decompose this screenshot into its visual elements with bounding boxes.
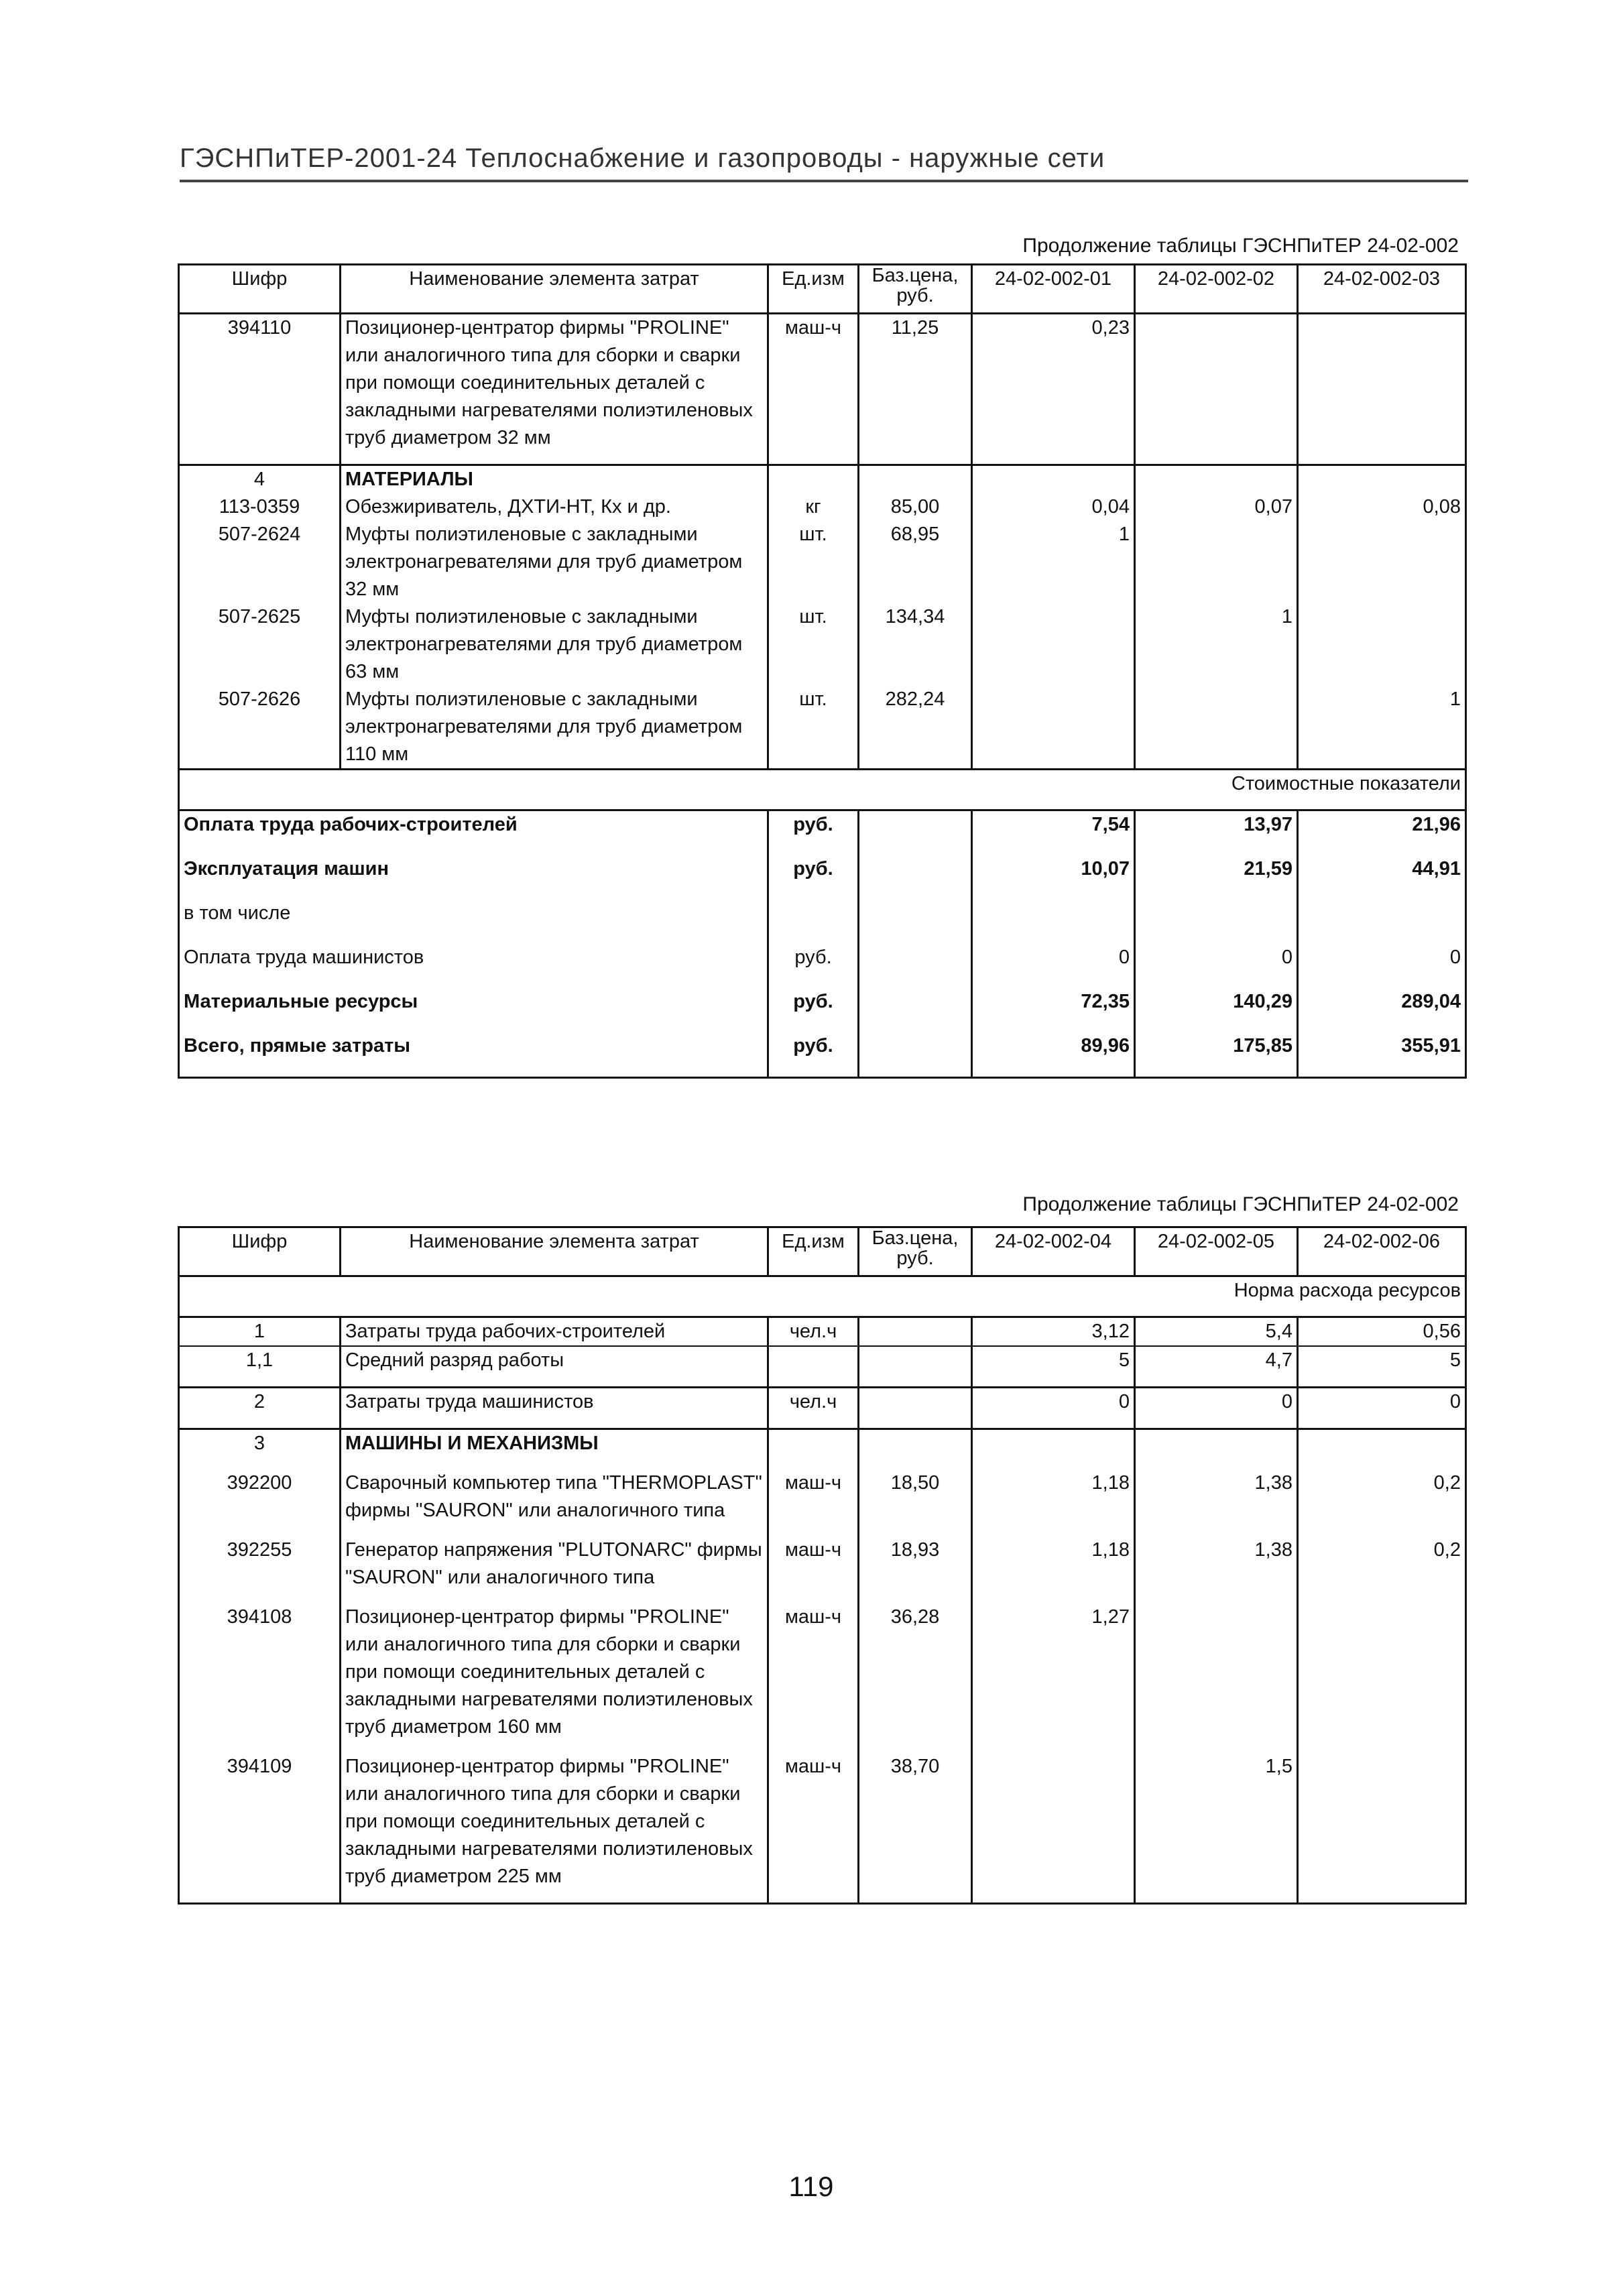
norm-value-02: [1135, 314, 1298, 452]
norm-value-06: 0,2: [1298, 1536, 1466, 1591]
section-row-machines: [179, 1429, 1466, 1458]
norm-value-04: 3,12: [972, 1317, 1135, 1347]
norm-band: [179, 1276, 1466, 1317]
norm-value-01: [972, 686, 1135, 770]
column-header-norm-06: 24-02-002-06: [1298, 1227, 1466, 1276]
norm-value-05: 4,7: [1135, 1346, 1298, 1374]
norm-band-label: Норма расхода ресурсов: [179, 1276, 1466, 1317]
norm-value-02: 1: [1135, 603, 1298, 686]
norm-value-06: [1298, 1604, 1466, 1741]
resource-unit: маш-ч: [768, 1469, 859, 1524]
column-header-norm-05: 24-02-002-05: [1135, 1227, 1298, 1276]
spacer-row: [179, 1457, 1466, 1469]
norm-value-05: [1135, 1604, 1298, 1741]
table1-continuation-note: Продолжение таблицы ГЭСНПиТЕР 24-02-002: [1022, 235, 1459, 257]
cost-value-02: 13,97: [1135, 810, 1298, 856]
table-row: [179, 1469, 1466, 1524]
norm-value-04: 0: [972, 1388, 1135, 1416]
table-row: [179, 1753, 1466, 1890]
cost-unit: руб.: [768, 855, 859, 900]
table-row: [179, 1388, 1466, 1416]
resource-code: 392200: [227, 1472, 292, 1494]
cost-row: [179, 900, 1466, 944]
norm-value-01: 0,23: [972, 314, 1135, 452]
resource-name: Генератор напряжения "PLUTONARC" фирмы "SAURON" или аналогичного типа: [341, 1536, 768, 1591]
resource-code: 507-2625: [218, 606, 301, 627]
cost-row: [179, 810, 1466, 856]
resource-code: 507-2626: [218, 688, 301, 710]
resource-unit: [768, 1346, 859, 1374]
resource-base-price: 85,00: [859, 493, 972, 521]
column-header-name: Наименование элемента затрат: [341, 1227, 768, 1276]
norm-value-05: 5,4: [1135, 1317, 1298, 1347]
table1-header-row: [179, 265, 1466, 314]
resource-unit: шт.: [768, 686, 859, 770]
norm-value-04: 5: [972, 1346, 1135, 1374]
resource-base-price: 36,28: [859, 1604, 972, 1741]
norm-value-05: 1,5: [1135, 1753, 1298, 1890]
table-row: [179, 314, 1466, 452]
table2-continuation-note: Продолжение таблицы ГЭСНПиТЕР 24-02-002: [1022, 1193, 1459, 1215]
resource-code: 2: [179, 1388, 341, 1416]
cost-unit: [768, 900, 859, 944]
cost-value-02: [1135, 900, 1298, 944]
spacer-row: [179, 1741, 1466, 1753]
cost-value-03: 44,91: [1298, 855, 1466, 900]
norm-value-05: 1,38: [1135, 1469, 1298, 1524]
cost-row: [179, 944, 1466, 988]
resource-unit: маш-ч: [768, 1536, 859, 1591]
column-header-norm-02: 24-02-002-02: [1135, 265, 1298, 314]
resource-name: Средний разряд работы: [341, 1346, 768, 1374]
resource-unit: шт.: [768, 603, 859, 686]
cost-unit: руб.: [768, 810, 859, 856]
spacer-row: [179, 452, 1466, 465]
table-row: [179, 1346, 1466, 1374]
resource-unit: кг: [768, 493, 859, 521]
norm-value-06: 0,2: [1298, 1469, 1466, 1524]
resource-name: Позиционер-центратор фирмы "PROLINE" или аналогичного типа для сборки и сварки при помощи соединительных деталей с закладными нагревателями полиэтиленовых труб диаметром 160 мм: [341, 1604, 768, 1741]
norm-value-02: [1135, 521, 1298, 603]
section-number: 4: [179, 465, 341, 494]
norm-value-03: [1298, 603, 1466, 686]
resource-name: Позиционер-центратор фирмы "PROLINE" или аналогичного типа для сборки и сварки при помощи соединительных деталей с закладными нагревателями полиэтиленовых труб диаметром 225 мм: [341, 1753, 768, 1890]
resource-code: 394108: [227, 1606, 292, 1628]
column-header-code: Шифр: [179, 265, 341, 314]
cost-value-03: [1298, 900, 1466, 944]
norm-value-03: 0,08: [1298, 493, 1466, 521]
resource-base-price: [859, 1346, 972, 1374]
header-rule: [180, 180, 1468, 182]
resource-code: 392255: [227, 1539, 292, 1561]
column-header-name: Наименование элемента затрат: [341, 265, 768, 314]
table2-header-row: [179, 1227, 1466, 1276]
resource-base-price: [859, 1388, 972, 1416]
resource-unit: маш-ч: [768, 314, 859, 452]
resource-base-price: 68,95: [859, 521, 972, 603]
column-header-code: Шифр: [179, 1227, 341, 1276]
norm-value-04: 1,27: [972, 1604, 1135, 1741]
cost-name: Оплата труда рабочих-строителей: [184, 814, 518, 835]
section-title: МАШИНЫ И МЕХАНИЗМЫ: [341, 1429, 768, 1458]
norm-value-06: 0,56: [1298, 1317, 1466, 1347]
norm-value-06: [1298, 1753, 1466, 1890]
cost-name: Эксплуатация машин: [184, 858, 389, 880]
cost-unit: руб.: [768, 988, 859, 1032]
page-number: 119: [788, 2171, 834, 2202]
norm-value-05: 0: [1135, 1388, 1298, 1416]
resource-unit: чел.ч: [768, 1388, 859, 1416]
table-row: [179, 1604, 1466, 1741]
resource-name: Сварочный компьютер типа "THERMOPLAST" фирмы "SAURON" или аналогичного типа: [341, 1469, 768, 1524]
cost-value-01: 0: [972, 944, 1135, 988]
cost-value-01: 10,07: [972, 855, 1135, 900]
resource-base-price: 38,70: [859, 1753, 972, 1890]
resource-table-2: [178, 1226, 1467, 1905]
resource-code: 507-2624: [218, 524, 301, 545]
resource-base-price: 11,25: [859, 314, 972, 452]
cost-row: [179, 988, 1466, 1032]
section-title: МАТЕРИАЛЫ: [341, 465, 768, 494]
cost-value-03: 21,96: [1298, 810, 1466, 856]
cost-indicators-band: [179, 770, 1466, 810]
resource-base-price: [859, 1317, 972, 1347]
spacer-row: [179, 1374, 1466, 1388]
cost-unit: руб.: [768, 1032, 859, 1078]
norm-value-02: [1135, 686, 1298, 770]
cost-value-02: 140,29: [1135, 988, 1298, 1032]
column-header-unit: Ед.изм: [768, 265, 859, 314]
resource-name: Затраты труда рабочих-строителей: [341, 1317, 768, 1347]
resource-name: Муфты полиэтиленовые с закладными электронагревателями для труб диаметром 110 мм: [341, 686, 768, 770]
cost-value-01: 72,35: [972, 988, 1135, 1032]
norm-value-01: 1: [972, 521, 1135, 603]
norm-value-04: 1,18: [972, 1469, 1135, 1524]
column-header-unit: Ед.изм: [768, 1227, 859, 1276]
table-row: [179, 521, 1466, 603]
cost-name: Оплата труда машинистов: [184, 947, 424, 968]
spacer-row: [179, 1591, 1466, 1604]
section-row-materials: [179, 465, 1466, 494]
cost-value-03: 0: [1298, 944, 1466, 988]
document-header: ГЭСНПиТЕР-2001-24 Теплоснабжение и газопроводы - наружные сети: [180, 143, 1105, 173]
resource-name: Позиционер-центратор фирмы "PROLINE" или аналогичного типа для сборки и сварки при помощи соединительных деталей с закладными нагревателями полиэтиленовых труб диаметром 32 мм: [341, 314, 768, 452]
cost-value-01: 89,96: [972, 1032, 1135, 1078]
norm-value-06: 5: [1298, 1346, 1466, 1374]
resource-code: 394109: [227, 1756, 292, 1777]
spacer-row: [179, 1890, 1466, 1904]
resource-name: Затраты труда машинистов: [341, 1388, 768, 1416]
cost-unit: руб.: [768, 944, 859, 988]
cost-row: [179, 1032, 1466, 1078]
resource-name: Муфты полиэтиленовые с закладными электронагревателями для труб диаметром 63 мм: [341, 603, 768, 686]
cost-name: Всего, прямые затраты: [184, 1035, 411, 1056]
norm-value-02: 0,07: [1135, 493, 1298, 521]
resource-base-price: 282,24: [859, 686, 972, 770]
table-row: [179, 686, 1466, 770]
resource-base-price: 18,93: [859, 1536, 972, 1591]
column-header-base-price: Баз.цена, руб.: [859, 265, 972, 314]
cost-value-02: 175,85: [1135, 1032, 1298, 1078]
norm-value-06: 0: [1298, 1388, 1466, 1416]
resource-unit: шт.: [768, 521, 859, 603]
resource-table-1: [178, 263, 1467, 1079]
cost-name: Материальные ресурсы: [184, 991, 418, 1012]
column-header-norm-04: 24-02-002-04: [972, 1227, 1135, 1276]
norm-value-03: 1: [1298, 686, 1466, 770]
norm-value-03: [1298, 521, 1466, 603]
resource-unit: маш-ч: [768, 1604, 859, 1741]
resource-code: 1: [253, 1321, 265, 1342]
resource-name: Муфты полиэтиленовые с закладными электронагревателями для труб диаметром 32 мм: [341, 521, 768, 603]
norm-value-04: 1,18: [972, 1536, 1135, 1591]
cost-value-03: 355,91: [1298, 1032, 1466, 1078]
resource-base-price: 18,50: [859, 1469, 972, 1524]
spacer-row: [179, 1416, 1466, 1429]
cost-value-02: 0: [1135, 944, 1298, 988]
resource-code: 394110: [227, 317, 292, 339]
cost-value-02: 21,59: [1135, 855, 1298, 900]
spacer-row: [179, 1524, 1466, 1536]
column-header-norm-03: 24-02-002-03: [1298, 265, 1466, 314]
table-row: [179, 1536, 1466, 1591]
cost-value-01: [972, 900, 1135, 944]
table-row: [179, 493, 1466, 521]
norm-value-05: 1,38: [1135, 1536, 1298, 1591]
cost-value-01: 7,54: [972, 810, 1135, 856]
column-header-base-price: Баз.цена, руб.: [859, 1227, 972, 1276]
table-row: [179, 1317, 1466, 1347]
resource-unit: чел.ч: [768, 1317, 859, 1347]
resource-base-price: 134,34: [859, 603, 972, 686]
resource-name: Обезжириватель, ДХТИ-НТ, Кх и др.: [341, 493, 768, 521]
cost-value-03: 289,04: [1298, 988, 1466, 1032]
norm-value-03: [1298, 314, 1466, 452]
norm-value-01: 0,04: [972, 493, 1135, 521]
table-row: [179, 603, 1466, 686]
norm-value-01: [972, 603, 1135, 686]
cost-indicators-label: Стоимостные показатели: [179, 770, 1466, 810]
column-header-norm-01: 24-02-002-01: [972, 265, 1135, 314]
section-number: 3: [179, 1429, 341, 1458]
resource-unit: маш-ч: [768, 1753, 859, 1890]
cost-name: в том числе: [184, 902, 291, 924]
cost-row: [179, 855, 1466, 900]
norm-value-04: [972, 1753, 1135, 1890]
resource-code: 113-0359: [219, 496, 300, 518]
resource-code: 1,1: [179, 1346, 341, 1374]
